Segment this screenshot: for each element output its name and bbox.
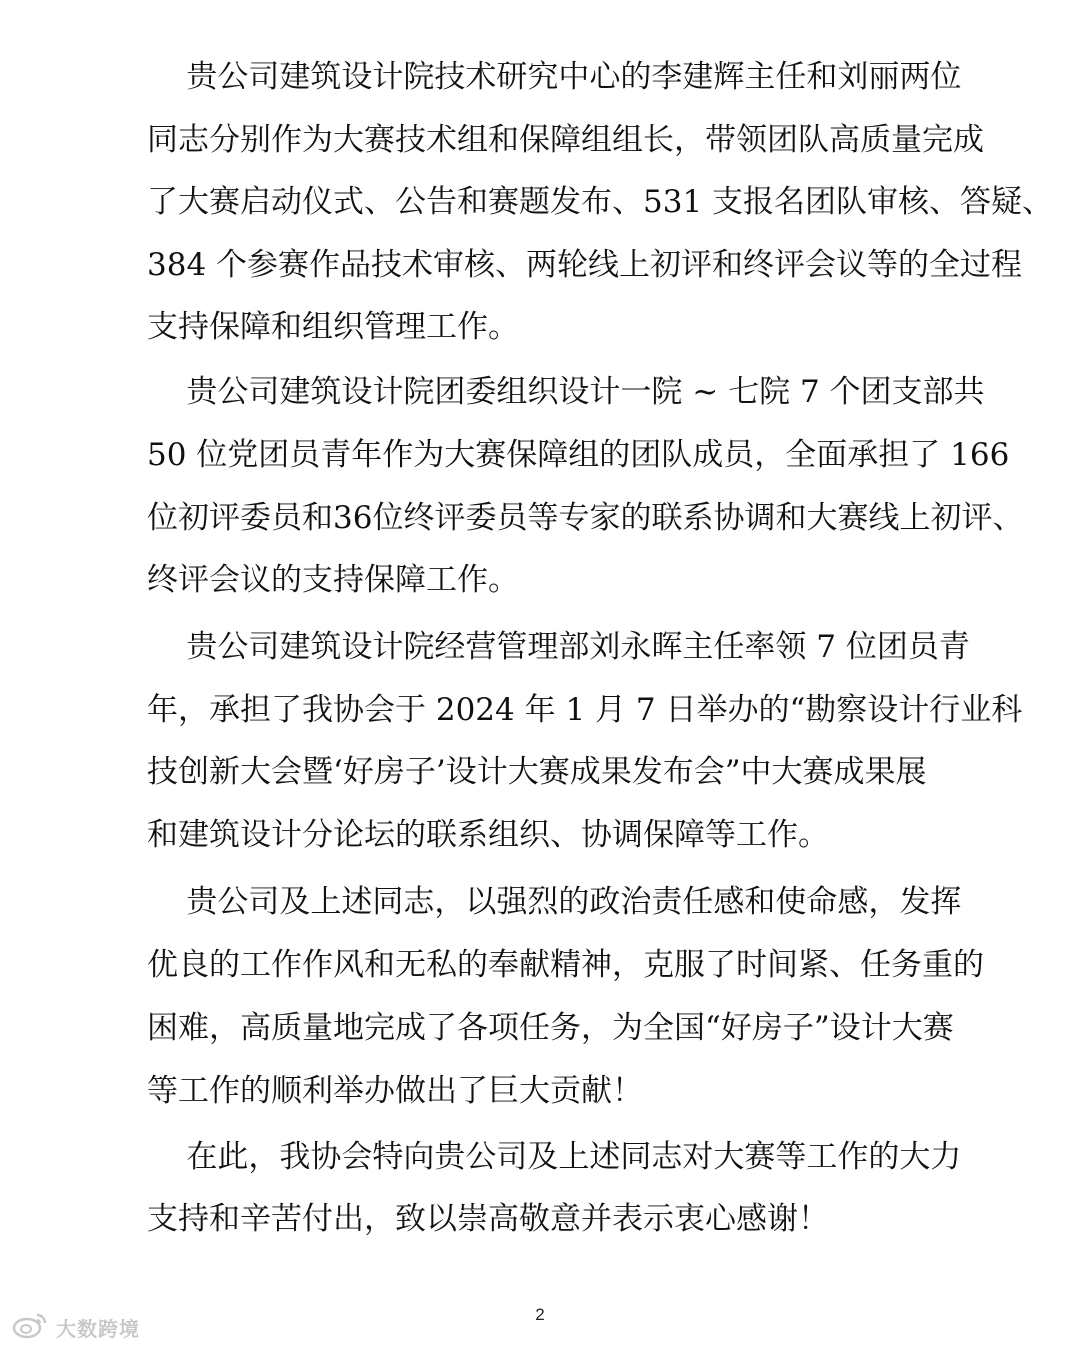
text-line: 优良的工作作风和无私的奉献精神，克服了时间紧、任务重的 (147, 947, 984, 983)
text-line: 困难，高质量地完成了各项任务，为全国“好房子”设计大赛 (147, 1010, 954, 1046)
text-line: 技创新大会暨‘好房子’设计大赛成果发布会”中大赛成果展 (147, 754, 927, 790)
watermark-text: 大数跨境 (56, 1316, 140, 1341)
text-line: 在此，我协会特向贵公司及上述同志对大赛等工作的大力 (147, 1139, 962, 1175)
page-number: 2 (535, 1305, 545, 1324)
text-line: 贵公司建筑设计院经营管理部刘永晖主任率领 7 位团员青 (147, 629, 970, 665)
text-line: 和建筑设计分论坛的联系组织、协调保障等工作。 (147, 817, 829, 853)
text-line: 等工作的顺利举办做出了巨大贡献！ (147, 1073, 643, 1109)
text-line: 同志分别作为大赛技术组和保障组组长，带领团队高质量完成 (147, 122, 984, 158)
weibo-logo-icon (10, 1310, 50, 1344)
text-line: 支持和辛苦付出，致以崇高敬意并表示衷心感谢！ (147, 1201, 829, 1237)
text-line: 贵公司建筑设计院技术研究中心的李建辉主任和刘丽两位 (147, 59, 962, 95)
text-line: 贵公司及上述同志，以强烈的政治责任感和使命感，发挥 (147, 884, 962, 920)
text-line: 了大赛启动仪式、公告和赛题发布、531 支报名团队审核、答疑、 (147, 184, 1054, 220)
text-line: 384 个参赛作品技术审核、两轮线上初评和终评会议等的全过程 (147, 247, 1023, 283)
text-line: 支持保障和组织管理工作。 (147, 309, 519, 345)
text-line: 位初评委员和36位终评委员等专家的联系协调和大赛线上初评、 (147, 500, 1024, 536)
text-line: 年，承担了我协会于 2024 年 1 月 7 日举办的“勘察设计行业科 (147, 692, 1023, 728)
text-line: 贵公司建筑设计院团委组织设计一院 ~ 七院 7 个团支部共 (147, 374, 985, 410)
text-line: 终评会议的支持保障工作。 (147, 562, 519, 598)
text-line: 50 位党团员青年作为大赛保障组的团队成员，全面承担了 166 (147, 437, 1010, 473)
watermark (10, 1307, 140, 1347)
